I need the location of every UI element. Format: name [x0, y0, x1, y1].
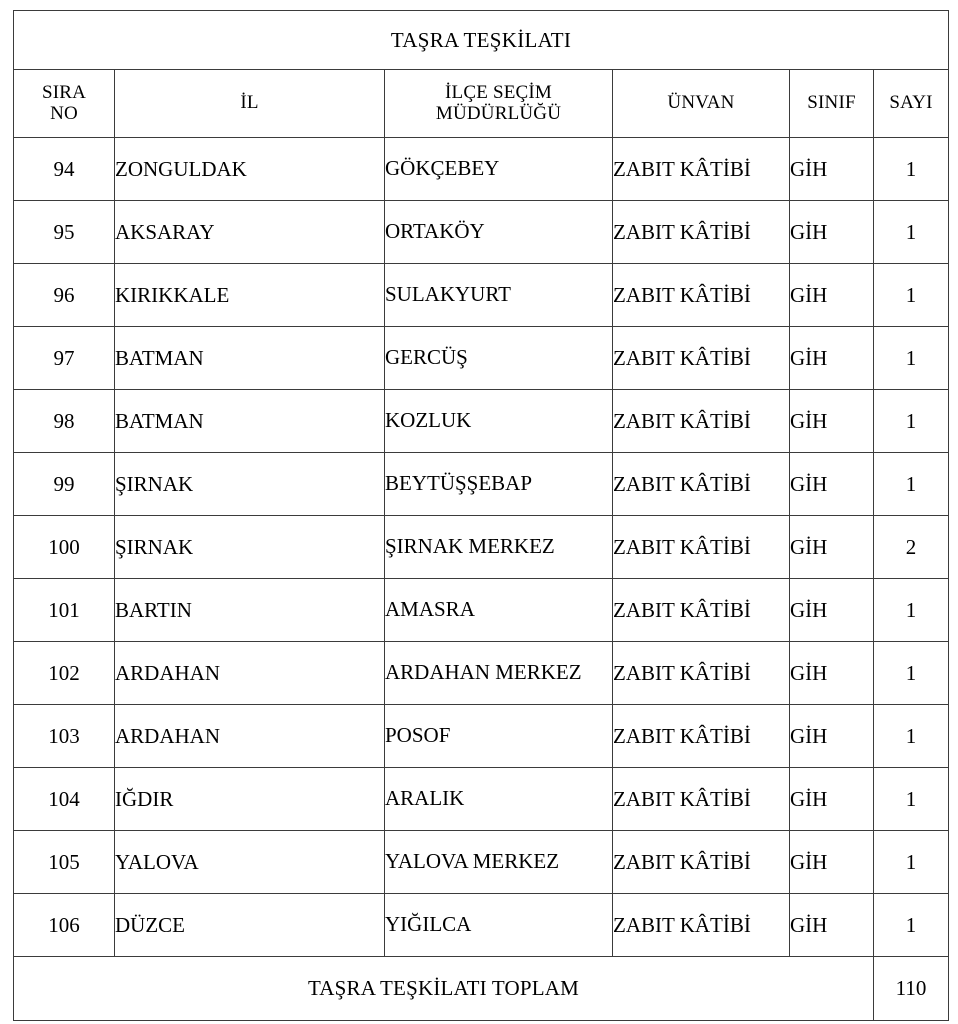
cell-ilce-secim-mudurlugu: AMASRA	[385, 579, 613, 642]
cell-il: BARTIN	[115, 579, 385, 642]
table-row	[14, 201, 949, 264]
cell-il: KIRIKKALE	[115, 264, 385, 327]
cell-ilce-secim-mudurlugu: BEYTÜŞŞEBAP	[385, 453, 613, 516]
cell-sayi: 1	[874, 642, 949, 705]
cell-il: BATMAN	[115, 327, 385, 390]
cell-ilce-secim-mudurlugu: YALOVA MERKEZ	[385, 831, 613, 894]
cell-il: AKSARAY	[115, 201, 385, 264]
cell-ilce-secim-mudurlugu: GERCÜŞ	[385, 327, 613, 390]
cell-sinif: GİH	[790, 705, 874, 768]
table-row	[14, 831, 949, 894]
cell-unvan: ZABIT KÂTİBİ	[613, 201, 790, 264]
column-header-sinif	[790, 70, 874, 138]
cell-ilce-secim-mudurlugu: SULAKYURT	[385, 264, 613, 327]
cell-il: DÜZCE	[115, 894, 385, 957]
cell-ilce-secim-mudurlugu: ŞIRNAK MERKEZ	[385, 516, 613, 579]
cell-sayi: 1	[874, 768, 949, 831]
cell-sinif: GİH	[790, 453, 874, 516]
cell-sira-no: 106	[14, 894, 115, 957]
cell-sinif: GİH	[790, 516, 874, 579]
tasra-teskilati-table	[13, 10, 949, 1021]
table-row	[14, 390, 949, 453]
cell-sinif: GİH	[790, 390, 874, 453]
total-value: 110	[874, 957, 949, 1021]
cell-sira-no: 95	[14, 201, 115, 264]
cell-sinif: GİH	[790, 201, 874, 264]
table-title-row	[14, 11, 949, 70]
cell-sinif: GİH	[790, 327, 874, 390]
cell-sinif: GİH	[790, 264, 874, 327]
total-row	[14, 957, 949, 1021]
cell-sira-no: 97	[14, 327, 115, 390]
cell-ilce-secim-mudurlugu: ARDAHAN MERKEZ	[385, 642, 613, 705]
cell-unvan: ZABIT KÂTİBİ	[613, 579, 790, 642]
table-row	[14, 453, 949, 516]
table-header-row	[14, 70, 949, 138]
column-header-line: İL	[240, 92, 259, 114]
cell-unvan: ZABIT KÂTİBİ	[613, 138, 790, 201]
table-row	[14, 516, 949, 579]
cell-sinif: GİH	[790, 768, 874, 831]
column-header-unvan	[613, 70, 790, 138]
cell-ilce-secim-mudurlugu: GÖKÇEBEY	[385, 138, 613, 201]
table-row	[14, 327, 949, 390]
cell-unvan: ZABIT KÂTİBİ	[613, 516, 790, 579]
cell-sinif: GİH	[790, 138, 874, 201]
cell-sayi: 1	[874, 894, 949, 957]
cell-sayi: 1	[874, 579, 949, 642]
table-head	[14, 11, 949, 138]
column-header-line: ÜNVAN	[667, 92, 735, 114]
cell-ilce-secim-mudurlugu: POSOF	[385, 705, 613, 768]
column-header-line: SINIF	[807, 92, 856, 114]
cell-il: ŞIRNAK	[115, 516, 385, 579]
table-row	[14, 705, 949, 768]
cell-il: ŞIRNAK	[115, 453, 385, 516]
cell-unvan: ZABIT KÂTİBİ	[613, 327, 790, 390]
cell-sinif: GİH	[790, 894, 874, 957]
cell-ilce-secim-mudurlugu: ARALIK	[385, 768, 613, 831]
cell-sira-no: 98	[14, 390, 115, 453]
table-row	[14, 894, 949, 957]
table-foot	[14, 957, 949, 1021]
cell-sayi: 1	[874, 705, 949, 768]
cell-ilce-secim-mudurlugu: YIĞILCA	[385, 894, 613, 957]
cell-unvan: ZABIT KÂTİBİ	[613, 894, 790, 957]
cell-il: ARDAHAN	[115, 642, 385, 705]
cell-sayi: 1	[874, 264, 949, 327]
page-title: TAŞRA TEŞKİLATI	[14, 11, 949, 70]
cell-sinif: GİH	[790, 831, 874, 894]
cell-sayi: 1	[874, 138, 949, 201]
cell-sayi: 1	[874, 327, 949, 390]
cell-ilce-secim-mudurlugu: KOZLUK	[385, 390, 613, 453]
cell-sira-no: 96	[14, 264, 115, 327]
total-label: TAŞRA TEŞKİLATI TOPLAM	[14, 957, 874, 1021]
cell-sayi: 2	[874, 516, 949, 579]
cell-il: YALOVA	[115, 831, 385, 894]
cell-sira-no: 99	[14, 453, 115, 516]
cell-sira-no: 103	[14, 705, 115, 768]
cell-il: ARDAHAN	[115, 705, 385, 768]
column-header-sira-no	[14, 70, 115, 138]
cell-il: BATMAN	[115, 390, 385, 453]
column-header-line: SAYI	[889, 92, 933, 114]
table-row	[14, 264, 949, 327]
column-header-ilce-secim-mudurlugu	[385, 70, 613, 138]
column-header-line: SIRA	[41, 82, 87, 104]
cell-unvan: ZABIT KÂTİBİ	[613, 831, 790, 894]
cell-unvan: ZABIT KÂTİBİ	[613, 453, 790, 516]
table-row	[14, 138, 949, 201]
cell-unvan: ZABIT KÂTİBİ	[613, 642, 790, 705]
cell-sinif: GİH	[790, 642, 874, 705]
table-row	[14, 768, 949, 831]
cell-unvan: ZABIT KÂTİBİ	[613, 705, 790, 768]
table-row	[14, 579, 949, 642]
column-header-line: MÜDÜRLÜĞÜ	[435, 102, 562, 124]
cell-unvan: ZABIT KÂTİBİ	[613, 390, 790, 453]
table-body	[14, 138, 949, 957]
cell-unvan: ZABIT KÂTİBİ	[613, 264, 790, 327]
cell-sayi: 1	[874, 390, 949, 453]
table-row	[14, 642, 949, 705]
cell-ilce-secim-mudurlugu: ORTAKÖY	[385, 201, 613, 264]
cell-il: ZONGULDAK	[115, 138, 385, 201]
cell-sayi: 1	[874, 201, 949, 264]
cell-sayi: 1	[874, 831, 949, 894]
column-header-sayi	[874, 70, 949, 138]
column-header-line: NO	[50, 102, 78, 124]
cell-sinif: GİH	[790, 579, 874, 642]
cell-sira-no: 105	[14, 831, 115, 894]
cell-sira-no: 101	[14, 579, 115, 642]
cell-sayi: 1	[874, 453, 949, 516]
cell-il: IĞDIR	[115, 768, 385, 831]
column-header-il	[115, 70, 385, 138]
cell-sira-no: 104	[14, 768, 115, 831]
cell-sira-no: 102	[14, 642, 115, 705]
cell-unvan: ZABIT KÂTİBİ	[613, 768, 790, 831]
column-header-line: İLÇE SEÇİM	[444, 82, 553, 104]
cell-sira-no: 100	[14, 516, 115, 579]
cell-sira-no: 94	[14, 138, 115, 201]
